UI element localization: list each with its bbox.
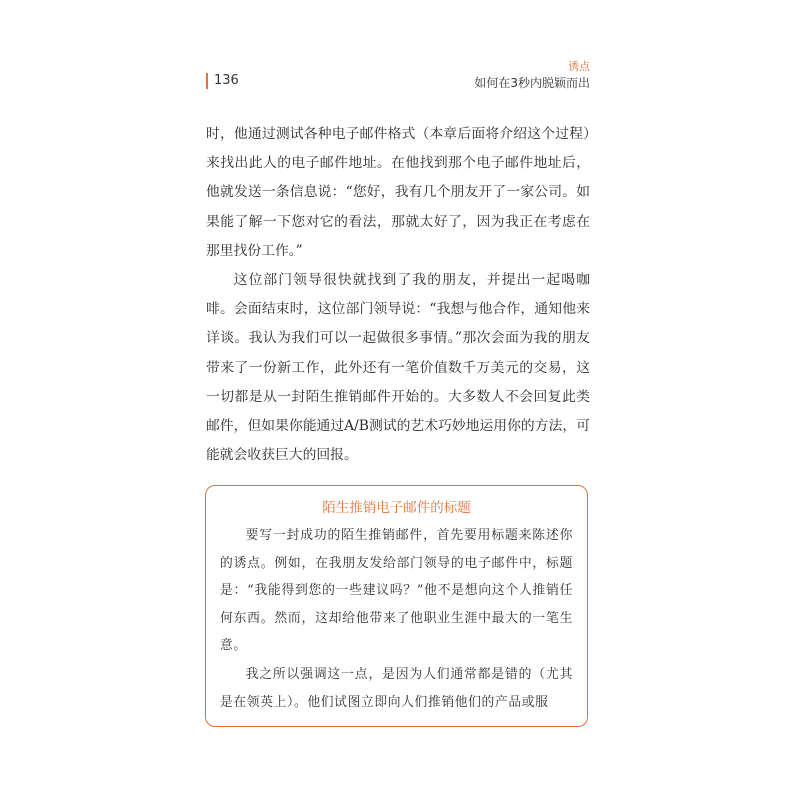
- body-text: [206, 120, 590, 470]
- body-paragraph-1: 时，他通过测试各种电子邮件格式（本章后面将介绍这个过程）来找出此人的电子邮件地址。在他找到那个电子邮件地址后，他就发送一条信息说：“您好，我有几个朋友开了一家公司。如果能了解一下您对它的看法，那就太好了，因为我正在考虑在那里找份工作。”: [206, 126, 590, 259]
- section-label: 诱点: [568, 60, 590, 73]
- callout-box: [205, 485, 588, 727]
- callout-paragraph-1: 要写一封成功的陌生推销邮件，首先要用标题来陈述你的诱点。例如，在我朋友发给部门领导的电子邮件中，标题是：“我能得到您的一些建议吗？”他不是想向这个人推销任何东西。然而，这却给他带来了他职业生涯中最大的一笔生意。: [220, 528, 573, 654]
- callout-title: 陌生推销电子邮件的标题: [322, 500, 471, 516]
- running-title: 如何在3秒内脱颖而出: [474, 76, 590, 90]
- callout-paragraph-2: 我之所以强调这一点，是因为人们通常都是错的（尤其是在领英上）。他们试图立即向人们推销他们的产品或服: [220, 666, 573, 710]
- body-paragraph-2: 这位部门领导很快就找到了我的朋友，并提出一起喝咖啡。会面结束时，这位部门领导说：“我想与他合作，通知他来详谈。我认为我们可以一起做很多事情。”那次会面为我的朋友带来了一份新工作，此外还有一笔价值数千万美元的交易，这一切都是从一封陌生推销邮件开始的。大多数人不会回复此类邮件，但如果你能通过A/B测试的艺术巧妙地运用你的方法，可能就会收获巨大的回报。: [206, 272, 590, 464]
- page-number: 136: [206, 73, 239, 89]
